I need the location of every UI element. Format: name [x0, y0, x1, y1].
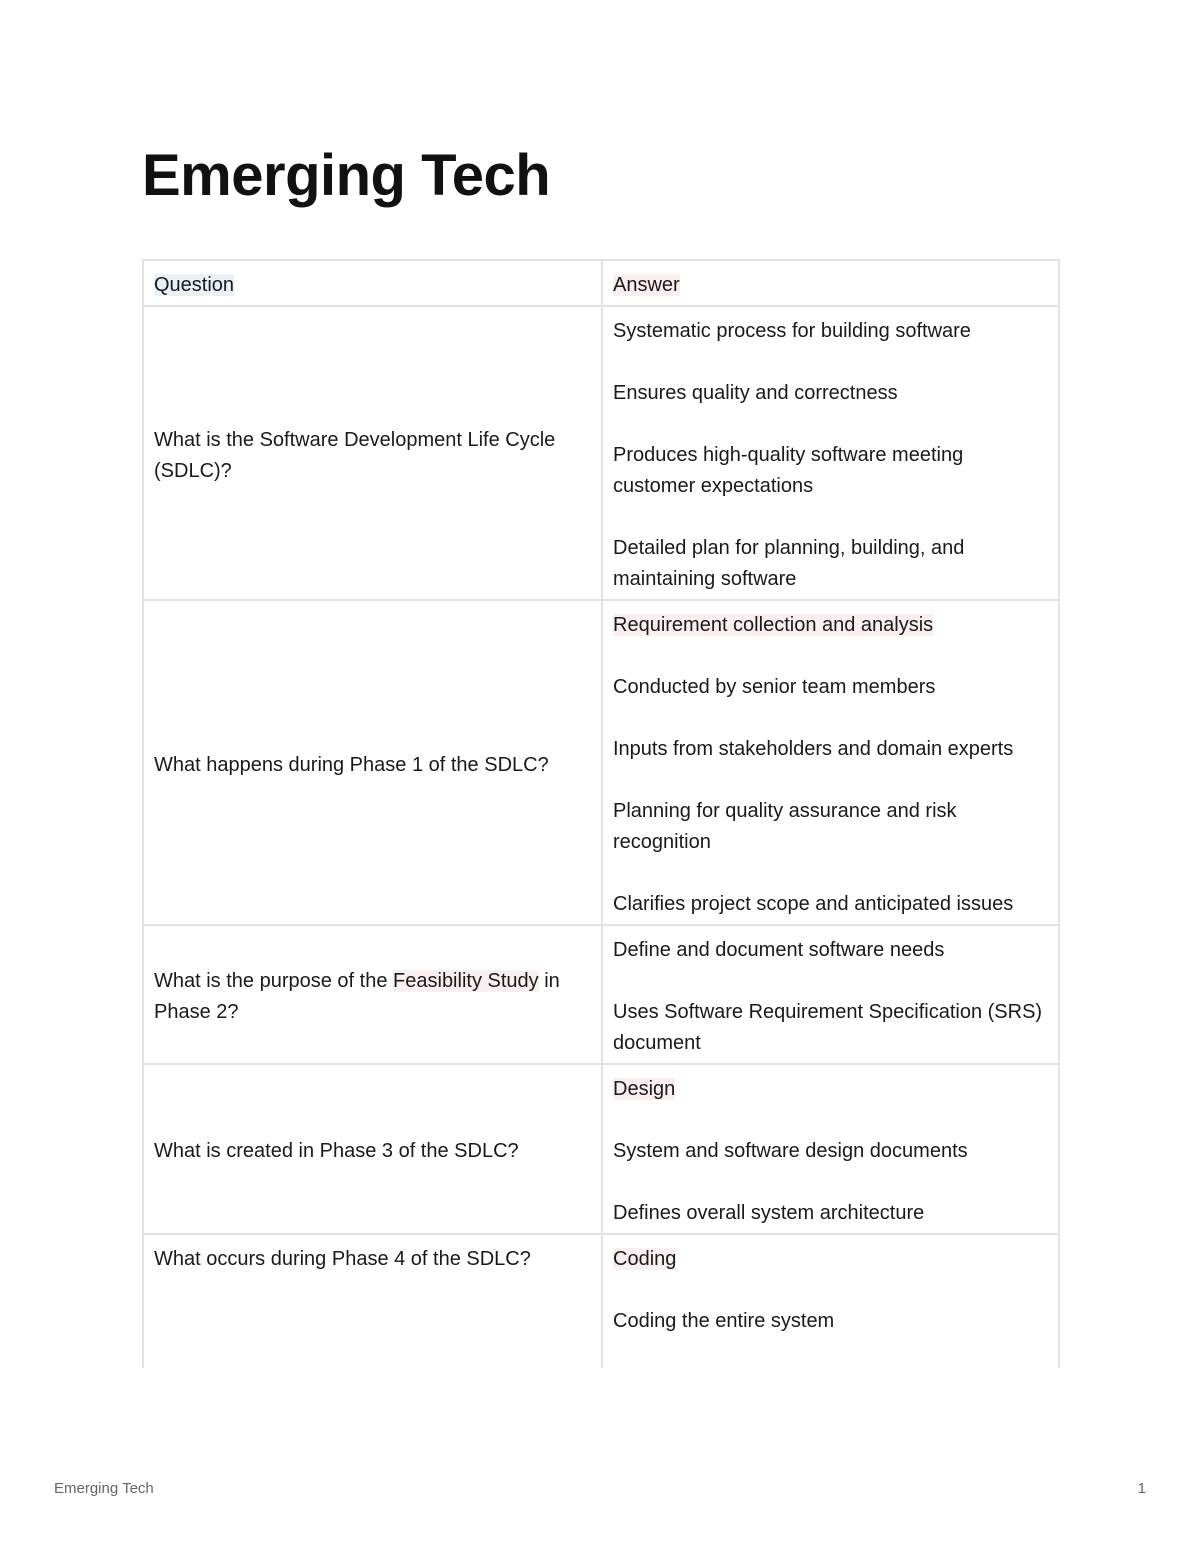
question-cell	[143, 600, 602, 925]
answer-item	[613, 1244, 1048, 1275]
table-row	[143, 306, 1059, 600]
answer-item: Define and document software needs	[613, 939, 945, 961]
answer-cell	[602, 600, 1059, 925]
table-row	[143, 925, 1059, 1064]
qa-table	[142, 259, 1060, 1368]
answer-item: Defines overall system architecture	[613, 1202, 925, 1224]
answer-cell	[602, 1064, 1059, 1234]
answer-highlight: Design	[613, 1078, 676, 1100]
table-row	[143, 1234, 1059, 1368]
answer-cell	[602, 306, 1059, 600]
question-cell	[143, 306, 602, 600]
question-highlight: Feasibility Study	[393, 970, 539, 992]
answer-item: Ensures quality and correctness	[613, 382, 898, 404]
answer-item: Planning for quality assurance and risk recognition	[613, 800, 957, 853]
answer-item	[613, 610, 1048, 641]
answer-item: Inputs from stakeholders and domain experts	[613, 738, 1014, 760]
question-cell	[143, 1234, 602, 1368]
answer-item: Systematic process for building software	[613, 320, 971, 342]
question-prefix: What is the purpose of the	[154, 970, 394, 992]
question-text: What happens during Phase 1 of the SDLC?	[154, 753, 549, 776]
footer-doc-name: Emerging Tech	[54, 1480, 154, 1497]
answer-cell	[602, 925, 1059, 1064]
header-answer-label: Answer	[613, 274, 680, 296]
header-cell-question	[143, 260, 602, 306]
header-cell-answer	[602, 260, 1059, 306]
answer-item: Uses Software Requirement Specification (SRS) document	[613, 1001, 1043, 1054]
answer-item: System and software design documents	[613, 1140, 968, 1162]
question-suffix: in Phase 2?	[154, 970, 560, 1023]
table-row	[143, 600, 1059, 925]
question-text: What occurs during Phase 4 of the SDLC?	[154, 1248, 531, 1270]
answer-highlight: Requirement collection and analysis	[613, 614, 934, 636]
answer-item: Clarifies project scope and anticipated issues	[613, 893, 1014, 915]
table-header-row	[143, 260, 1059, 306]
table-row	[143, 1064, 1059, 1234]
question-text: What is created in Phase 3 of the SDLC?	[154, 1140, 519, 1162]
answer-cell	[602, 1234, 1059, 1368]
answer-item: Detailed plan for planning, building, and maintaining software	[613, 537, 965, 590]
answer-highlight: Coding	[613, 1248, 677, 1270]
question-cell	[143, 1064, 602, 1234]
page-title: Emerging Tech	[142, 143, 551, 208]
answer-item	[613, 1074, 1048, 1105]
answer-item: Produces high-quality software meeting customer expectations	[613, 444, 964, 497]
question-text: What is the Software Development Life Cycle (SDLC)?	[154, 428, 556, 482]
answer-item: Conducted by senior team members	[613, 676, 936, 698]
footer-page-number: 1	[1137, 1480, 1146, 1497]
question-cell	[143, 925, 602, 1064]
header-question-label: Question	[154, 274, 235, 296]
answer-item: Coding the entire system	[613, 1310, 835, 1332]
